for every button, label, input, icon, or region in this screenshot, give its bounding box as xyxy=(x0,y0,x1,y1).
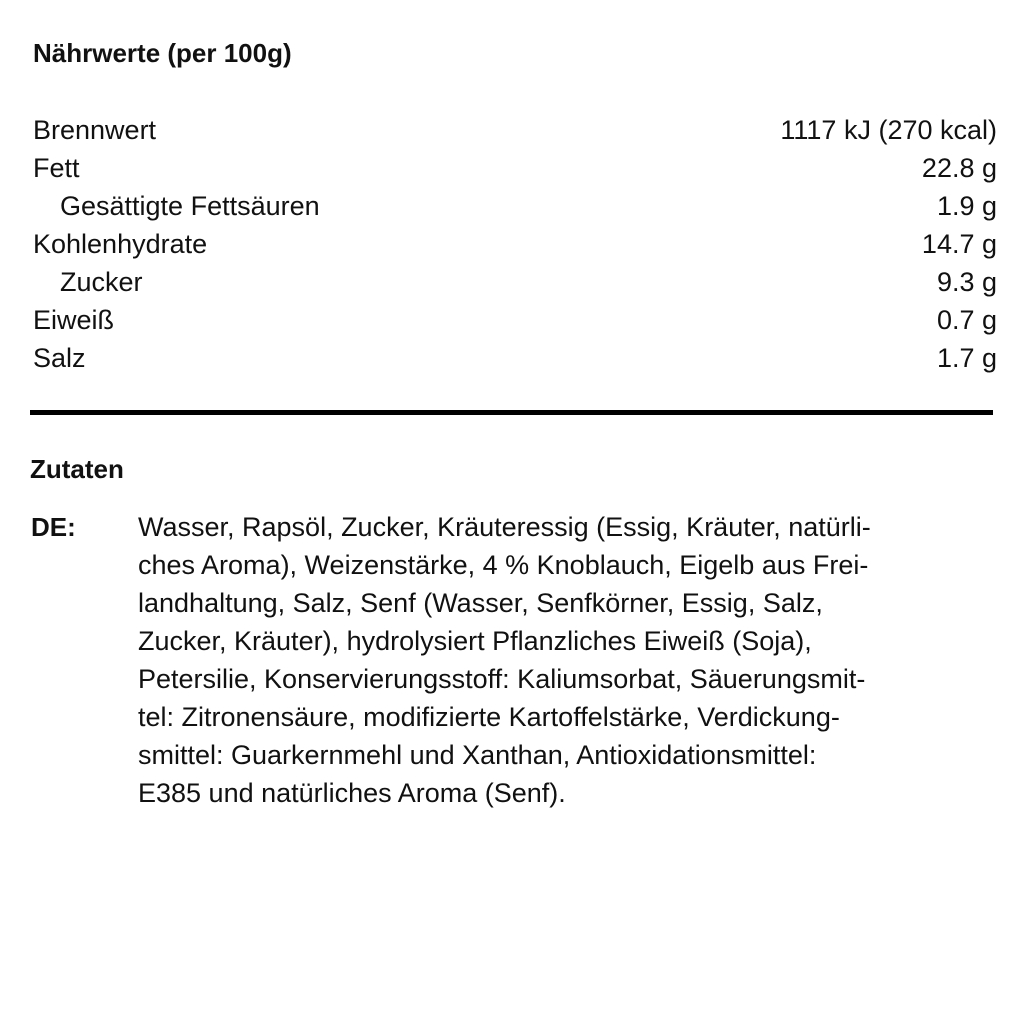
nutrient-value: 22.8 g xyxy=(921,153,997,183)
nutrient-value: 9.3 g xyxy=(936,267,997,297)
nutrition-row-energy xyxy=(33,111,997,149)
nutrition-title: Nährwerte (per 100g) xyxy=(33,38,292,68)
nutrient-label: Salz xyxy=(33,343,86,373)
ingredients-line: smittel: Guarkernmehl und Xanthan, Antioxidationsmittel: xyxy=(138,740,817,770)
ingredients-line: E385 und natürliches Aroma (Senf). xyxy=(138,778,566,808)
ingredients-line: tel: Zitronensäure, modifizierte Kartoffelstärke, Verdickung- xyxy=(138,702,840,732)
nutrient-label: Brennwert xyxy=(33,115,157,145)
ingredients-title: Zutaten xyxy=(30,454,124,484)
ingredients-line: Zucker, Kräuter), hydrolysiert Pflanzliches Eiweiß (Soja), xyxy=(138,626,812,656)
nutrient-value: 0.7 g xyxy=(936,305,997,335)
nutrient-value: 14.7 g xyxy=(921,229,997,259)
nutrient-value: 1117 kJ (270 kcal) xyxy=(780,115,997,145)
nutrition-row-fat xyxy=(33,149,997,187)
nutrition-row-protein xyxy=(33,301,997,339)
ingredients-line: landhaltung, Salz, Senf (Wasser, Senfkörner, Essig, Salz, xyxy=(138,588,823,618)
nutrient-label: Eiweiß xyxy=(33,305,115,335)
section-divider xyxy=(30,410,993,415)
nutrient-label: Kohlenhydrate xyxy=(33,229,208,259)
nutrition-row-sugar xyxy=(33,263,997,301)
nutrition-row-salt xyxy=(33,339,997,377)
ingredients-line: ches Aroma), Weizenstärke, 4 % Knoblauch, Eigelb aus Frei- xyxy=(138,550,869,580)
nutrition-table xyxy=(33,111,997,377)
nutrient-label: Zucker xyxy=(60,267,143,297)
nutrient-value: 1.7 g xyxy=(936,343,997,373)
nutrient-label: Gesättigte Fettsäuren xyxy=(60,191,320,221)
nutrition-row-saturated-fat xyxy=(33,187,997,225)
nutrient-value: 1.9 g xyxy=(936,191,997,221)
ingredients-language-label: DE: xyxy=(31,512,76,542)
ingredients-line: Petersilie, Konservierungsstoff: Kaliumsorbat, Säuerungsmit- xyxy=(138,664,866,694)
ingredients-line: Wasser, Rapsöl, Zucker, Kräuteressig (Essig, Kräuter, natürli- xyxy=(138,512,871,542)
ingredients-text xyxy=(138,508,998,812)
nutrient-label: Fett xyxy=(33,153,80,183)
nutrition-row-carbohydrates xyxy=(33,225,997,263)
